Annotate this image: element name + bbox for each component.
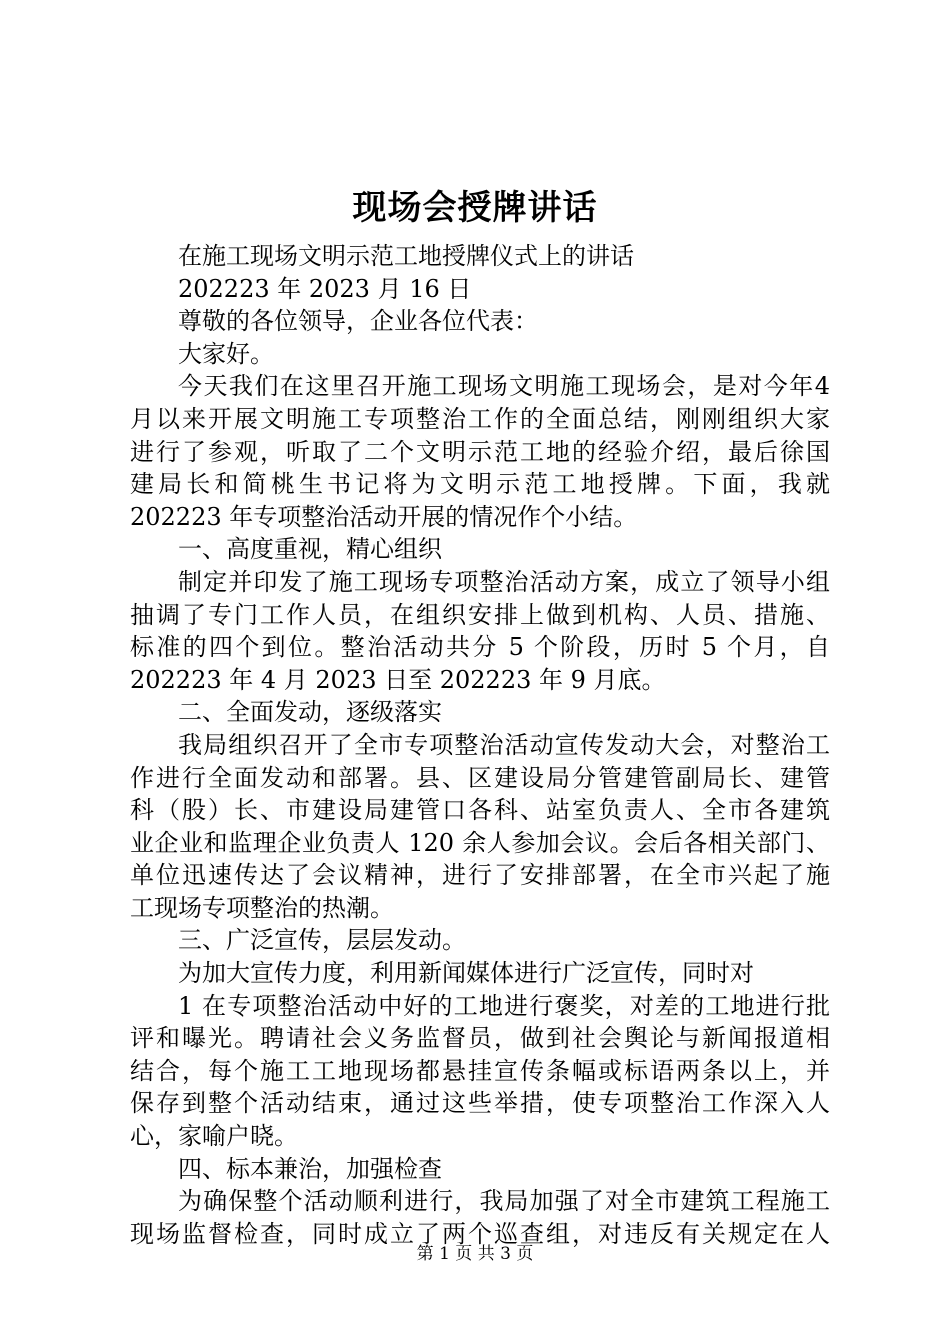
paragraph-line: 202223 年专项整治活动开展的情况作个小结。 xyxy=(130,502,638,531)
section-heading: 一、高度重视，精心组织 xyxy=(178,535,442,564)
paragraph-line: 心，家喻户晓。 xyxy=(130,1122,298,1151)
paragraph-line: 工现场专项整治的热潮。 xyxy=(130,893,394,922)
section-heading: 四、标本兼治，加强检查 xyxy=(178,1154,442,1183)
paragraph-line: 评和曝光。聘请社会义务监督员，做到社会舆论与新闻报道相 xyxy=(130,1024,830,1053)
document-title: 现场会授牌讲话 xyxy=(352,188,598,228)
paragraph-line: 在施工现场文明示范工地授牌仪式上的讲话 xyxy=(178,242,634,270)
paragraph-line: 标准的四个到位。整治活动共分 5 个阶段，历时 5 个月，自 xyxy=(130,633,830,662)
paragraph-line: 保存到整个活动结束，通过这些举措，使专项整治工作深入人 xyxy=(130,1089,830,1118)
paragraph-line: 科（股）长、市建设局建管口各科、站室负责人、全市各建筑 xyxy=(130,796,830,825)
paragraph-line: 大家好。 xyxy=(178,339,274,368)
section-heading: 二、全面发动，逐级落实 xyxy=(178,698,442,727)
paragraph-line: 单位迅速传达了会议精神，进行了安排部署，在全市兴起了施 xyxy=(130,861,830,890)
paragraph-line: 我局组织召开了全市专项整治活动宣传发动大会，对整治工 xyxy=(178,730,830,759)
paragraph-line: 为确保整个活动顺利进行，我局加强了对全市建筑工程施工 xyxy=(178,1187,830,1216)
paragraph-line: 进行了参观，听取了二个文明示范工地的经验介绍，最后徐国 xyxy=(130,437,830,466)
document-body xyxy=(130,240,830,1250)
paragraph-line: 现场监督检查，同时成立了两个巡查组，对违反有关规定在人 xyxy=(130,1219,830,1248)
paragraph-line: 建局长和简桃生书记将为文明示范工地授牌。下面，我就 xyxy=(130,470,830,499)
paragraph-line: 月以来开展文明施工专项整治工作的全面总结，刚刚组织大家 xyxy=(130,404,830,433)
paragraph-line: 今天我们在这里召开施工现场文明施工现场会，是对今年4 xyxy=(178,372,830,401)
paragraph-line: 制定并印发了施工现场专项整治活动方案，成立了领导小组 xyxy=(178,567,830,596)
paragraph-line: 1 在专项整治活动中好的工地进行褒奖，对差的工地进行批 xyxy=(178,991,830,1020)
paragraph-line: 业企业和监理企业负责人 120 余人参加会议。会后各相关部门、 xyxy=(130,828,830,857)
paragraph-line: 尊敬的各位领导，企业各位代表： xyxy=(178,307,538,336)
paragraph-line: 202223 年 4 月 2023 日至 202223 年 9 月底。 xyxy=(130,665,666,694)
paragraph-line: 抽调了专门工作人员，在组织安排上做到机构、人员、措施、 xyxy=(130,600,830,629)
paragraph-line: 为加大宣传力度，利用新闻媒体进行广泛宣传，同时对 xyxy=(178,959,754,988)
page-number-footer: 第 1 页 共 3 页 xyxy=(416,1244,534,1264)
section-heading: 三、广泛宣传，层层发动。 xyxy=(178,926,466,955)
paragraph-line: 结合，每个施工工地现场都悬挂宣传条幅或标语两条以上，并 xyxy=(130,1056,830,1085)
paragraph-line: 202223 年 2023 月 16 日 xyxy=(178,274,472,303)
paragraph-line: 作进行全面发动和部署。县、区建设局分管建管副局长、建管 xyxy=(130,763,830,792)
